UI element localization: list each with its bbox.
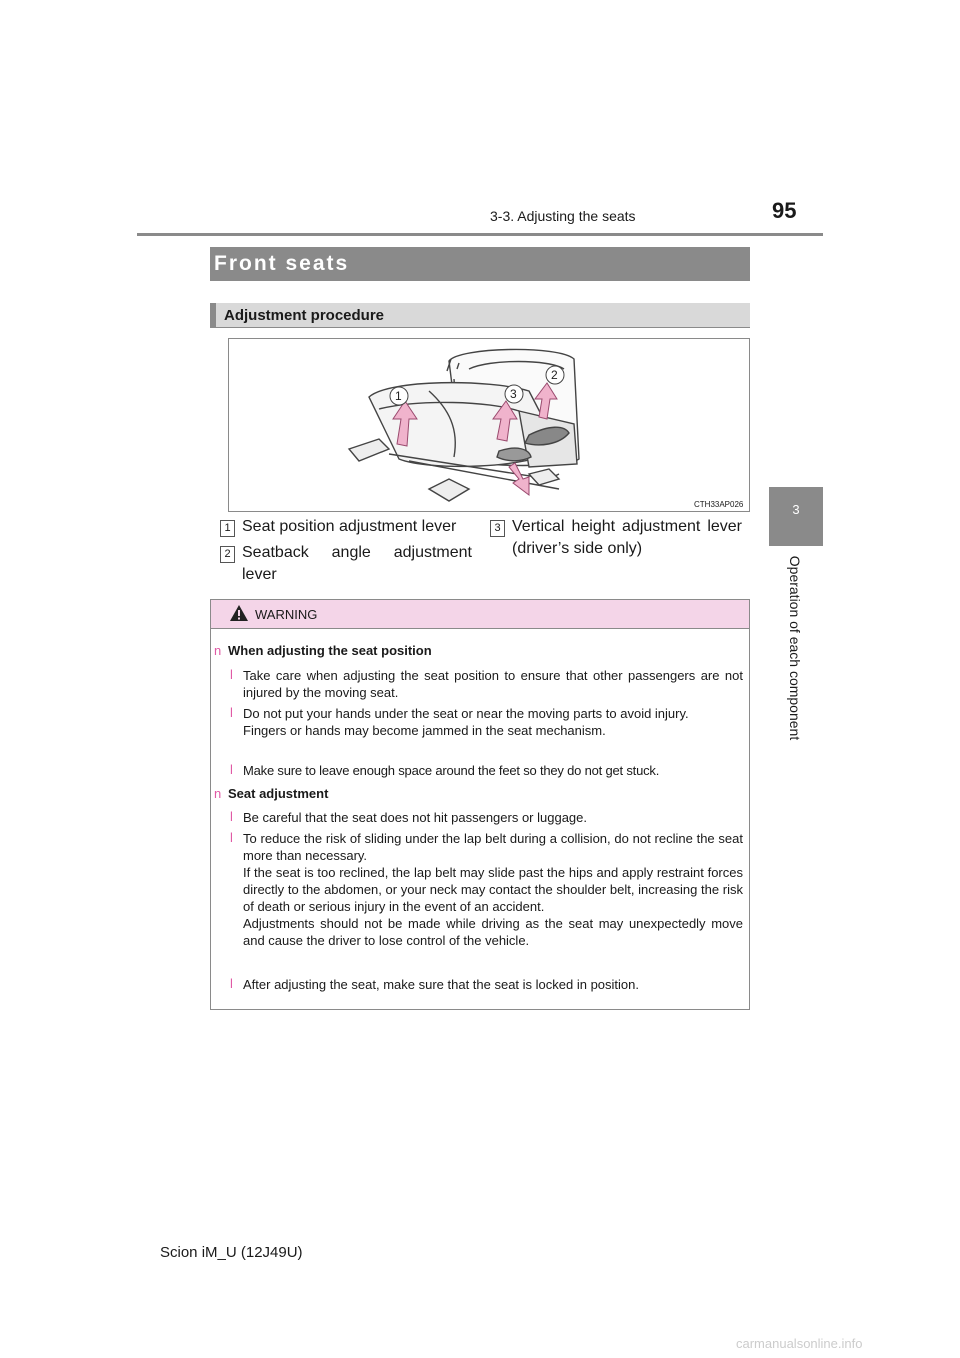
legend-number: 3 [490,520,505,537]
section-title: Front seats [214,252,350,275]
seat-illustration [228,338,750,512]
legend-text: Seatback angle adjustment lever [242,544,472,583]
section-bullet: n [214,786,222,801]
header-section-title: 3-3. Adjusting the seats [490,208,636,224]
legend-text: Seat position adjustment lever [242,518,457,535]
warning-section-heading: When adjusting the seat position [228,643,432,658]
warning-item: Be careful that the seat does not hit passengers or luggage. [243,810,588,825]
warning-icon [229,604,249,622]
footer-model: Scion iM_U (12J49U) [160,1244,303,1261]
figure-callout: 2 [551,368,558,382]
warning-item: To reduce the risk of sliding under the lap belt during a collision, do not recline the seat more than necessary. If the seat is too reclined, the lap belt may slide past the hips and apply restraint forces directly to the abdomen, or your neck may contact the shoulder belt, increasing the risk of death or serious injury in the event of an accident. Adjustments should not be made while driving as the seat may unexpectedly move and cause the driver to lose control of the vehicle. [243,831,743,948]
figure-callout: 1 [395,389,402,403]
warning-section-heading: Seat adjustment [228,786,329,801]
legend-number: 2 [220,546,235,563]
page-number: 95 [772,198,797,223]
warning-item: Make sure to leave enough space around the feet so they do not get stuck. [243,763,660,778]
warning-item: Take care when adjusting the seat position to ensure that other passengers are not injured by the moving seat. [243,668,743,700]
watermark: carmanualsonline.info [736,1336,863,1351]
figure-code: CTH33AP026 [694,500,744,509]
section-bullet: n [214,643,222,658]
warning-label: WARNING [255,607,318,622]
chapter-side-label: Operation of each component [787,555,803,741]
item-bullet: l [230,809,233,824]
legend-number: 1 [220,520,235,537]
item-bullet: l [230,705,233,720]
legend-text: Vertical height adjustment lever (driver’s side only) [512,518,742,557]
item-bullet: l [230,762,233,777]
seat-drawing [229,339,749,511]
warning-item: Do not put your hands under the seat or near the moving parts to avoid injury. Fingers or hands may become jammed in the seat mechanism. [243,706,689,738]
figure-callout: 3 [510,387,517,401]
header-rule [137,233,823,236]
item-bullet: l [230,830,233,845]
warning-item: After adjusting the seat, make sure that the seat is locked in position. [243,977,639,992]
item-bullet: l [230,976,233,991]
item-bullet: l [230,667,233,682]
chapter-tab-number: 3 [792,502,800,517]
subheading: Adjustment procedure [224,307,385,324]
